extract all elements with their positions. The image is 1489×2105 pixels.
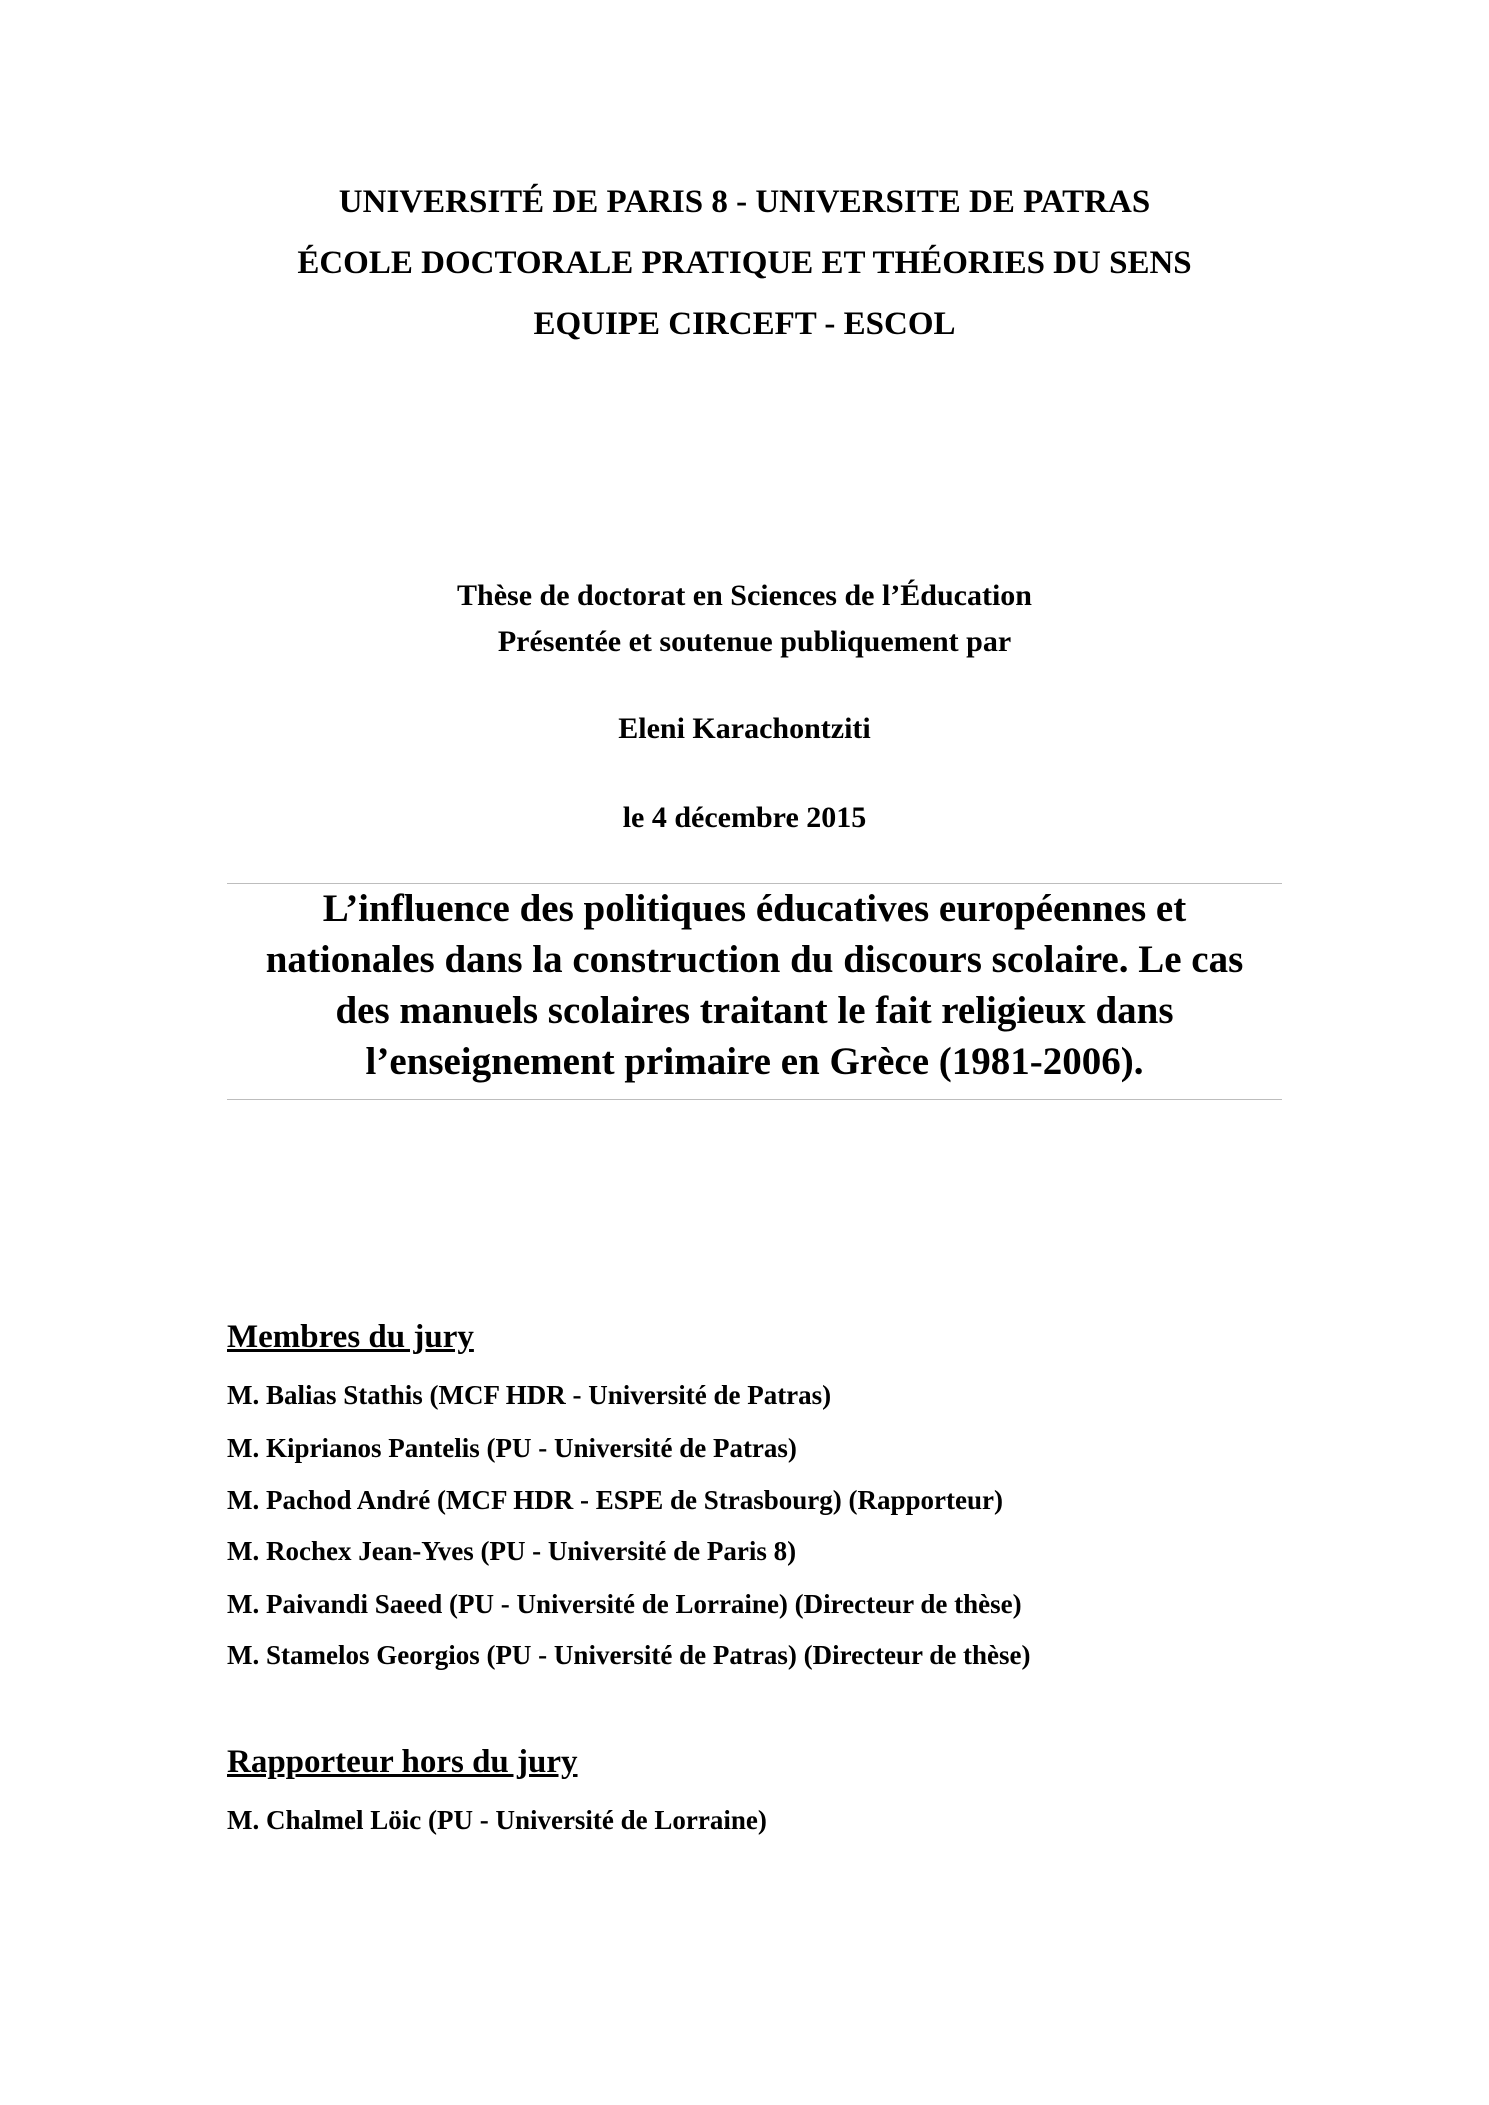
jury-member: M. Balias Stathis (MCF HDR - Université de Patras) [227, 1380, 832, 1410]
external-rapporteur-member: M. Chalmel Löic (PU - Université de Lorraine) [227, 1805, 767, 1835]
thesis-title-line: des manuels scolaires traitant le fait religieux dans [335, 989, 1174, 1032]
presented-by-line: Présentée et soutenue publiquement par [497, 625, 1012, 658]
thesis-type: Thèse de doctorat en Sciences de l’Éducation [457, 579, 1032, 612]
doctoral-school-line: ÉCOLE DOCTORALE PRATIQUE ET THÉORIES DU SENS [297, 245, 1192, 281]
defense-date: le 4 décembre 2015 [622, 801, 867, 834]
thesis-title-line: L’influence des politiques éducatives européennes et [322, 887, 1187, 930]
thesis-title-line: l’enseignement primaire en Grèce (1981-2006). [365, 1040, 1144, 1083]
external-rapporteur-heading: Rapporteur hors du jury [227, 1744, 578, 1780]
research-team-line: EQUIPE CIRCEFT - ESCOL [533, 306, 956, 342]
jury-member: M. Stamelos Georgios (PU - Université de Patras) (Directeur de thèse) [227, 1640, 1031, 1670]
title-bottom-rule [227, 1099, 1282, 1100]
author-name: Eleni Karachontziti [618, 712, 871, 745]
jury-member: M. Paivandi Saeed (PU - Université de Lorraine) (Directeur de thèse) [227, 1589, 1022, 1619]
jury-heading: Membres du jury [227, 1319, 474, 1355]
jury-member: M. Rochex Jean-Yves (PU - Université de Paris 8) [227, 1536, 797, 1566]
university-line: UNIVERSITÉ DE PARIS 8 - UNIVERSITE DE PATRAS [338, 184, 1151, 220]
jury-member: M. Pachod André (MCF HDR - ESPE de Strasbourg) (Rapporteur) [227, 1485, 1003, 1515]
jury-member: M. Kiprianos Pantelis (PU - Université de Patras) [227, 1433, 797, 1463]
thesis-title-line: nationales dans la construction du discours scolaire. Le cas [265, 938, 1244, 981]
thesis-title [227, 883, 1282, 1087]
